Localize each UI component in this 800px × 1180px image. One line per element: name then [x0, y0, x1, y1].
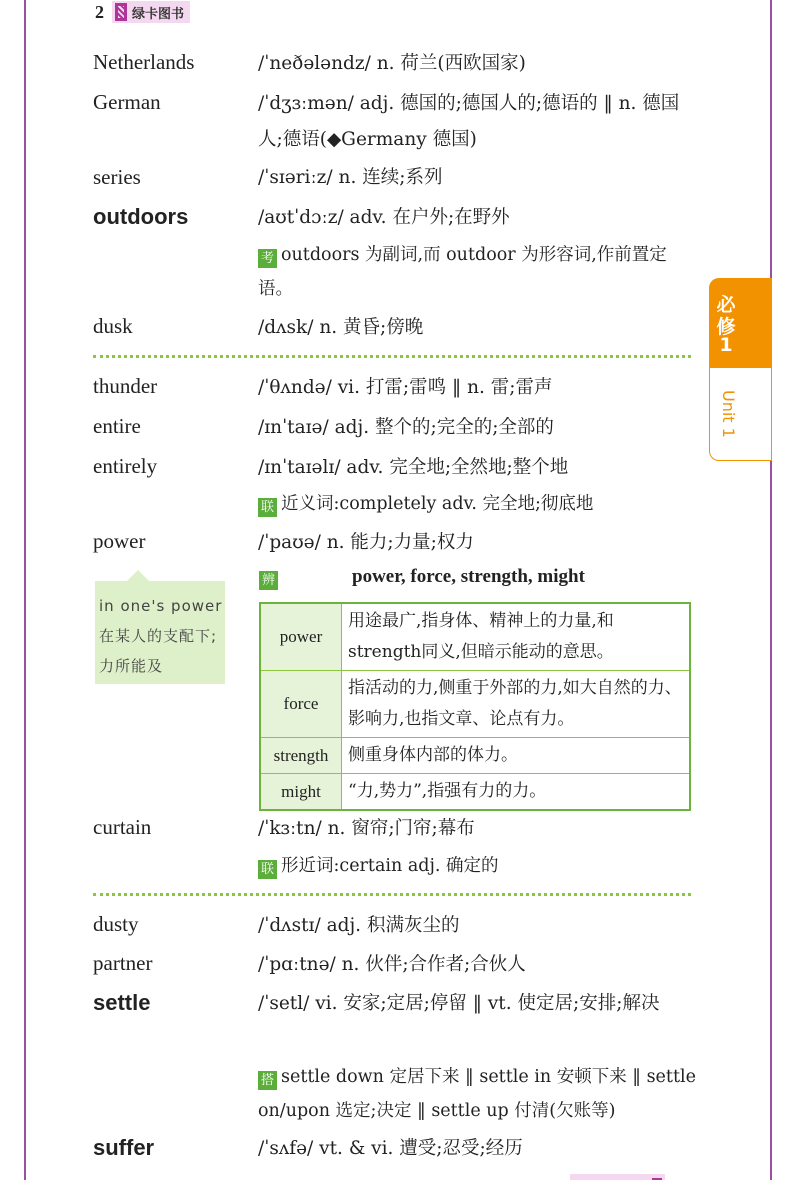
entry-def: /ˈsɪəriːz/ n. 连续;系列: [258, 167, 443, 188]
entry-def: /ˈpɑːtnə/ n. 伙伴;合作者;合伙人: [258, 954, 526, 975]
note-text: settle down 定居下来 ‖ settle in 安顿下来 ‖ settle on/upon 选定;决定 ‖ settle up 付清(欠账等): [258, 1067, 696, 1121]
page-number: 2: [95, 1, 104, 22]
distinguish-tag-icon: 辨: [259, 571, 278, 590]
compare-desc: 指活动的力,侧重于外部的力,如大自然的力、影响力,也指文章、论点有力。: [342, 671, 691, 738]
entry-word: outdoors: [93, 204, 189, 229]
entry-word: curtain: [93, 815, 152, 839]
compare-table: [259, 602, 691, 811]
brand-text: 绿卡图书: [132, 6, 185, 22]
entry-def: /aʊtˈdɔːz/ adv. 在户外;在野外: [258, 207, 510, 228]
section-divider: [93, 893, 691, 896]
entry-word: series: [93, 165, 141, 189]
note-text: 形近词:certain adj. 确定的: [281, 856, 499, 876]
entry-note: [258, 238, 698, 306]
entry-def: /ˈneðələndz/ n. 荷兰(西欧国家): [258, 53, 526, 74]
unit-tab: [709, 368, 772, 461]
entry-def: /ˈdʒɜːmən/ adj. 德国的;德国人的;德语的 ‖ n. 德国人;德语(◆Germany 德国): [258, 93, 680, 150]
entry-word: suffer: [93, 1135, 155, 1160]
entry-note: [258, 1060, 698, 1128]
page-header: [95, 0, 190, 24]
link-tag-icon: 联: [258, 498, 277, 517]
table-row: [260, 603, 690, 671]
entry-word: entirely: [93, 454, 158, 478]
callout-text: in one's power 在某人的支配下;力所能及: [99, 597, 223, 675]
entry-word: power: [93, 529, 146, 553]
table-row: [260, 774, 690, 811]
entry-def: /ˈsetl/ vi. 安家;定居;停留 ‖ vt. 使定居;安排;解决: [258, 993, 660, 1014]
table-row: [260, 738, 690, 774]
book-char-2: 修: [716, 316, 736, 338]
note-text: 近义词:completely adv. 完全地;彻底地: [281, 494, 594, 514]
entry-def: /ɪnˈtaɪə/ adj. 整个的;完全的;全部的: [258, 417, 554, 438]
entry-def: /ˈkɜːtn/ n. 窗帘;门帘;幕布: [258, 818, 475, 839]
compare-word: strength: [260, 738, 342, 774]
entry-word: dusk: [93, 314, 133, 338]
phrase-callout: [95, 581, 225, 684]
brand-label: [112, 1, 190, 23]
book-char-3: 1: [719, 334, 733, 356]
compare-word: power: [260, 603, 342, 671]
footer-mark: [570, 1174, 665, 1180]
entry-word: partner: [93, 951, 153, 975]
entry-word: Netherlands: [93, 50, 195, 74]
entry-word: dusty: [93, 912, 139, 936]
entry-def: /dʌsk/ n. 黄昏;傍晚: [258, 317, 424, 338]
entry-note: [258, 487, 698, 521]
unit-label: Unit 1: [719, 390, 738, 438]
entry-note: [258, 849, 698, 883]
entry-word: thunder: [93, 374, 158, 398]
compare-title: power, force, strength, might: [352, 566, 585, 587]
unit-side-tab[interactable]: [709, 278, 772, 460]
compare-word: might: [260, 774, 342, 811]
exam-tag-icon: 考: [258, 249, 277, 268]
collocation-tag-icon: 搭: [258, 1071, 277, 1090]
compare-desc: “力,势力”,指强有力的力。: [342, 774, 691, 811]
entry-word: settle: [93, 990, 151, 1015]
book-tab: [709, 278, 772, 368]
entry-word: German: [93, 90, 161, 114]
table-row: [260, 671, 690, 738]
entry-def: /ˈθʌndə/ vi. 打雷;雷鸣 ‖ n. 雷;雷声: [258, 377, 553, 398]
section-divider: [93, 355, 691, 358]
compare-word: force: [260, 671, 342, 738]
entry-def: /ˈsʌfə/ vt. & vi. 遭受;忍受;经历: [258, 1138, 523, 1159]
brand-logo-icon: [115, 3, 127, 21]
link-tag-icon: 联: [258, 860, 277, 879]
book-char-1: 必: [716, 294, 736, 316]
compare-desc: 侧重身体内部的体力。: [342, 738, 691, 774]
compare-desc: 用途最广,指身体、精神上的力量,和strength同义,但暗示能动的意思。: [342, 603, 691, 671]
entry-def: /ˈpaʊə/ n. 能力;力量;权力: [258, 532, 474, 553]
entry-def: /ɪnˈtaɪəlɪ/ adv. 完全地;全然地;整个地: [258, 457, 569, 478]
entry-word: entire: [93, 414, 141, 438]
note-text: outdoors 为副词,而 outdoor 为形容词,作前置定语。: [258, 245, 667, 299]
entry-def: /ˈdʌstɪ/ adj. 积满灰尘的: [258, 915, 460, 936]
